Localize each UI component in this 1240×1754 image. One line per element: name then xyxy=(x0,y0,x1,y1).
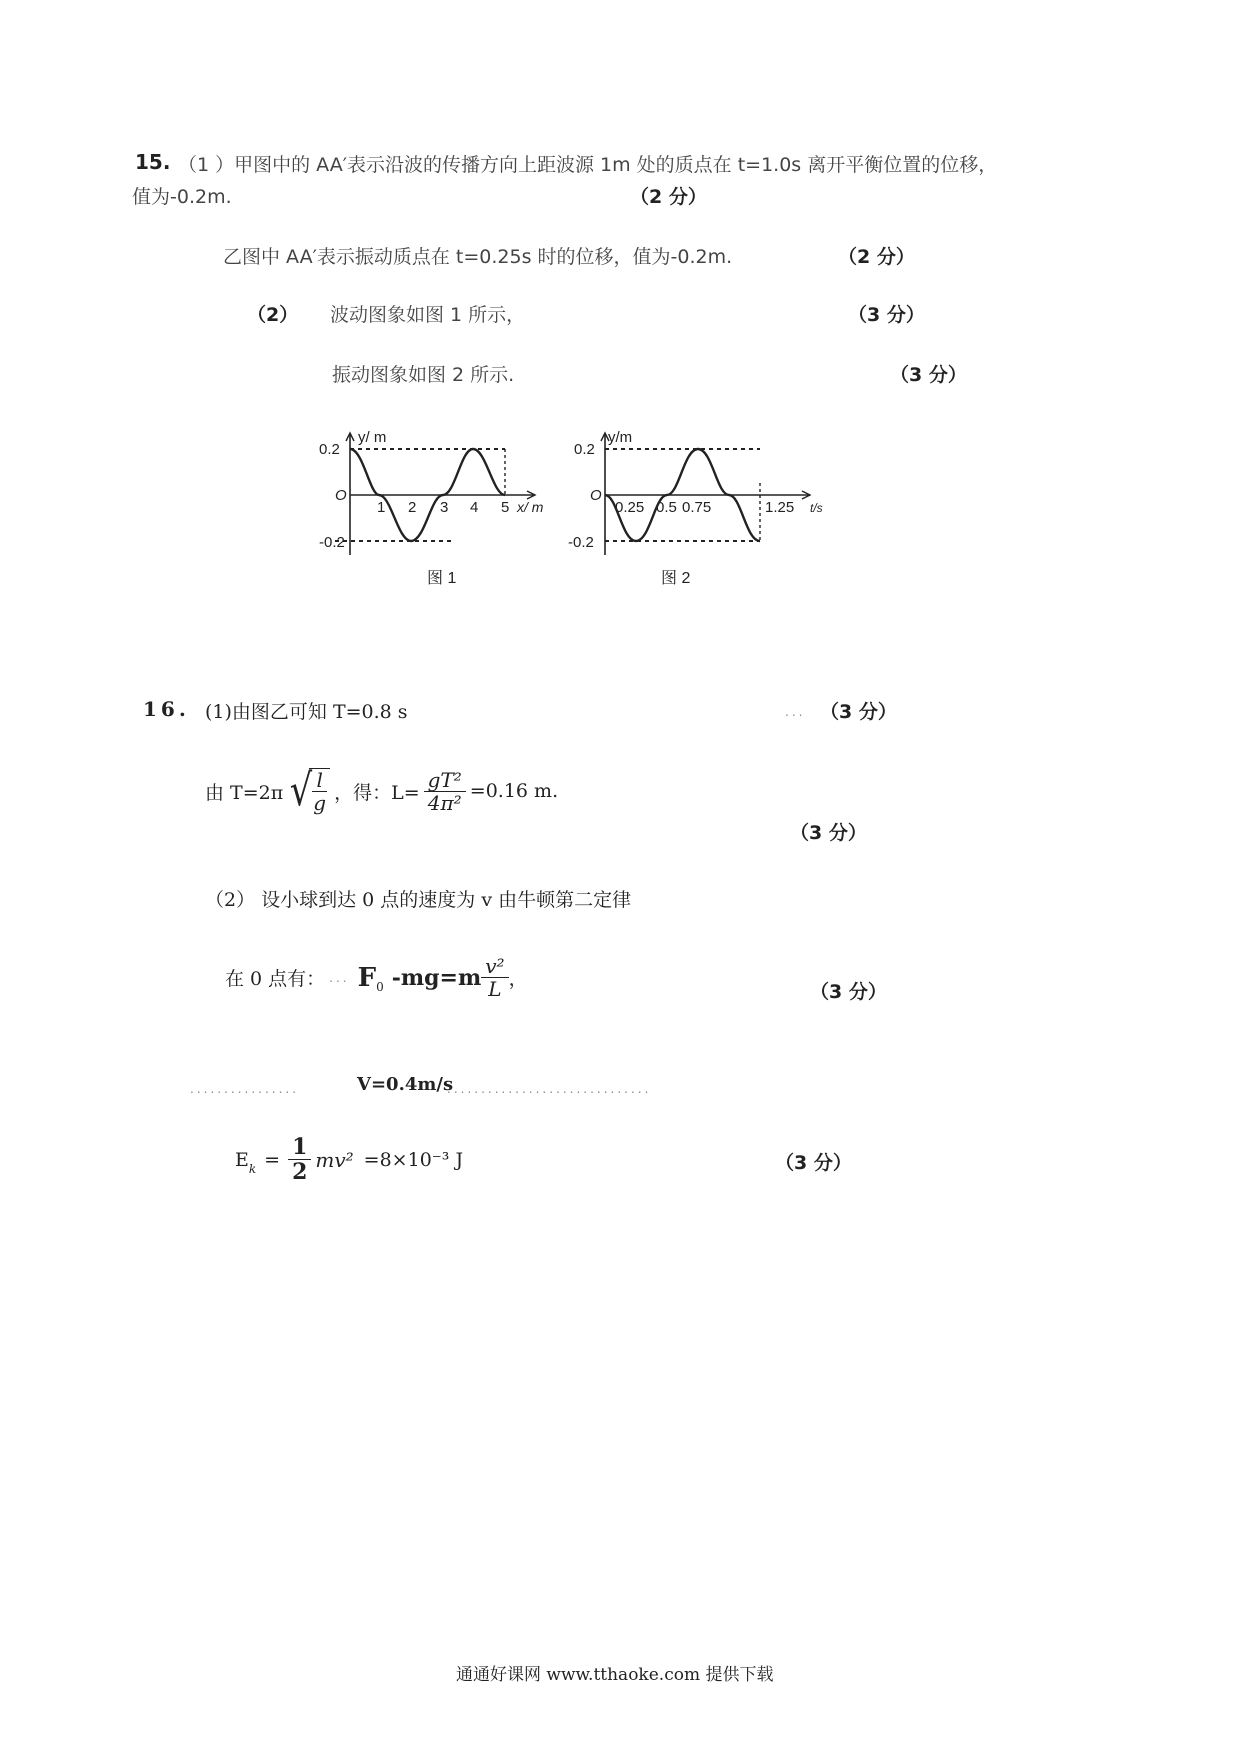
question-16-part2: （2） 设小球到达 0 点的速度为 v 由牛顿第二定律 xyxy=(205,889,632,911)
score-label: （3 分） xyxy=(790,822,867,844)
score-label: （3 分） xyxy=(810,981,887,1003)
question-15-number: 15. xyxy=(135,150,171,174)
velocity-result: V=0.4m/s xyxy=(357,1074,454,1095)
footer-text: 通通好课网 www.tthaoke.com 提供下载 xyxy=(456,1665,774,1685)
t-tick-0-5: 0.5 xyxy=(656,499,677,516)
sqrt-expression xyxy=(287,765,330,816)
sqrt-denominator: g xyxy=(313,791,327,815)
score-label: （2 分） xyxy=(630,186,707,208)
score-label: （2 分） xyxy=(838,246,915,268)
force-end: ， xyxy=(508,968,528,990)
t-tick-0-25: 0.25 xyxy=(615,499,645,516)
figure-2-vibration-graph xyxy=(560,425,845,590)
dot-leader: ... xyxy=(329,970,350,985)
question-16-line1: (1)由图乙可知 T=0.8 s xyxy=(205,701,408,723)
x-tick-5: 5 xyxy=(501,499,510,516)
question-15-line2: 值为-0.2m. xyxy=(132,186,232,208)
figure-1-wave-graph xyxy=(315,425,555,590)
formula-mid: ，得：L= xyxy=(334,781,420,804)
length-numerator: gT² xyxy=(424,769,466,792)
figure-2-caption: 图 2 xyxy=(661,570,691,587)
question-15-line3: 乙图中 AA′表示振动质点在 t=0.25s 时的位移，值为-0.2m. xyxy=(223,246,733,268)
kinetic-energy-equation xyxy=(235,1135,463,1184)
velocity-numerator: v² xyxy=(481,955,508,978)
formula-prefix: 由 T=2π xyxy=(205,781,284,804)
dot-leader: ... xyxy=(785,705,806,719)
y-axis-label: y/ m xyxy=(358,429,387,446)
force-subscript: 0 xyxy=(376,980,384,994)
vibration-graph-text: 振动图象如图 2 所示. xyxy=(332,364,515,386)
question-16-number: 16. xyxy=(143,697,190,721)
length-denominator: 4π² xyxy=(427,790,462,815)
part-2-label: （2） xyxy=(247,304,299,326)
half-fraction xyxy=(288,1135,311,1184)
t-tick-1-25: 1.25 xyxy=(765,499,795,516)
x-axis-label: x/ m xyxy=(517,499,544,515)
score-label: （3 分） xyxy=(848,304,925,326)
score-label: （3 分） xyxy=(820,701,897,723)
y-positive-label: 0.2 xyxy=(574,441,595,458)
x-tick-1: 1 xyxy=(377,499,386,516)
wave-graph-text: 波动图象如图 1 所示， xyxy=(330,304,526,326)
ek-equals: = xyxy=(264,1148,281,1171)
t-tick-0-75: 0.75 xyxy=(682,499,712,516)
sqrt-numerator: l xyxy=(312,769,326,792)
force-prefix: 在 0 点有： xyxy=(225,968,326,990)
velocity-denominator: L xyxy=(488,977,502,1001)
figure-1-caption: 图 1 xyxy=(427,570,457,587)
x-tick-4: 4 xyxy=(470,499,479,516)
y-negative-label: -0.2 xyxy=(319,534,345,551)
score-label: （3 分） xyxy=(890,364,967,386)
ek-subscript: k xyxy=(248,1162,257,1177)
force-equation xyxy=(225,955,528,1000)
x-axis-label: t/s xyxy=(810,501,823,515)
force-middle: -mg=m xyxy=(391,964,482,991)
half-denominator: 2 xyxy=(292,1159,308,1186)
force-symbol: F xyxy=(357,962,377,993)
half-numerator: 1 xyxy=(288,1135,311,1160)
formula-result: =0.16 m. xyxy=(469,780,559,802)
y-positive-label: 0.2 xyxy=(319,441,340,458)
period-formula xyxy=(205,765,559,816)
ek-expression: mv² xyxy=(315,1147,354,1172)
x-tick-2: 2 xyxy=(408,499,417,516)
velocity-fraction xyxy=(481,955,508,1000)
origin-label: O xyxy=(335,487,347,504)
ek-result: =8×10⁻³ J xyxy=(363,1148,464,1171)
dot-leader-right: .............................. xyxy=(447,1082,652,1096)
ek-symbol: E xyxy=(235,1148,249,1171)
question-15-line1: （1 ）甲图中的 AA′表示沿波的传播方向上距波源 1m 处的质点在 t=1.0s 离开平衡位置的位移， xyxy=(178,154,998,176)
origin-label: O xyxy=(590,487,602,504)
sqrt-fraction xyxy=(309,768,330,814)
dot-leader-left: ................ xyxy=(190,1082,300,1096)
y-axis-label: y/m xyxy=(608,429,633,446)
x-tick-3: 3 xyxy=(440,499,449,516)
score-label: （3 分） xyxy=(775,1152,852,1174)
length-fraction xyxy=(424,769,466,814)
sqrt-icon: √ xyxy=(290,765,313,816)
y-negative-label: -0.2 xyxy=(568,534,594,551)
